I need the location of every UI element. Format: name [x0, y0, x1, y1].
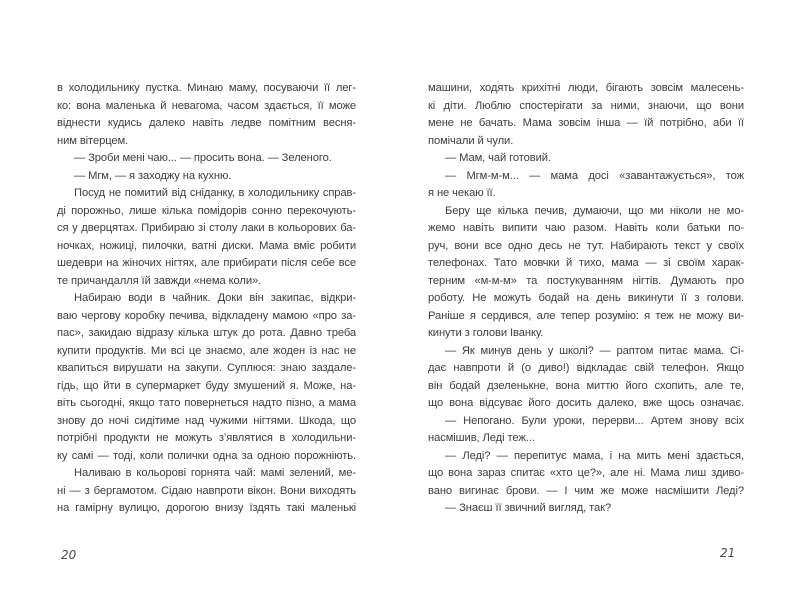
- text-line: я не чекаю її.: [428, 187, 496, 199]
- right-page-text-block: [428, 80, 744, 518]
- text-line: насмішив, Леді теж...: [428, 432, 535, 444]
- left-page-text-block: [57, 80, 356, 518]
- text-line: телефонах. Тато мовчки й тихо, мама — зі своїм харак-: [428, 257, 744, 269]
- text-line: помічали й чули.: [428, 134, 514, 147]
- text-line: мене не бачать. Мама зовсім інша — їй потрібно, аби її: [428, 117, 744, 129]
- text-line: терним «м-м-м» та постукуванням нігтів. Думають про: [428, 274, 744, 287]
- text-line: ні — з бергамотом. Сідаю навпроти вікон. Вони виходять: [57, 484, 356, 497]
- text-line: — Мгм, — я заходжу на кухню.: [74, 169, 232, 182]
- text-line: купити продуктів. Ми всі це знаємо, але жоден із нас не: [57, 344, 356, 357]
- text-line: в холодильнику пустка. Минаю маму, посуваючи її лег-: [57, 82, 356, 94]
- text-line: віть сьогодні, якщо тато повернеться надто пізно, а мама: [57, 397, 356, 409]
- text-line: віднести кудись далеко навіть ледве помітним весня-: [57, 117, 356, 129]
- text-line: ді порожньо, лише кілька помідорів сонно перекочують-: [57, 204, 356, 217]
- text-line: Раніше я сердився, але тепер розумію: я теж не можу ви-: [428, 309, 744, 322]
- text-line: кинути з голови Іванку.: [428, 327, 544, 339]
- text-line: знову до ночі сидітиме над чужими нігтями. Шкода, що: [57, 414, 356, 427]
- text-line: ночках, ножиці, пилочки, ватні диски. Мама вміє робити: [57, 239, 356, 252]
- text-line: квапиться вирушати на закупи. Суплюся: знаю заздале-: [57, 362, 356, 374]
- text-line: — Мгм-м-м... — мама досі «завантажується», тож: [445, 169, 744, 182]
- text-line: потрібні продукти не можуть з’являтися в холодильни-: [57, 432, 356, 444]
- text-line: кі діти. Люблю спостерігати за ними, знаючи, що вони: [428, 99, 744, 112]
- text-line: гідь, що йти в супермаркет буду змушений я. Може, на-: [57, 379, 356, 392]
- text-line: Набираю води в чайник. Доки він закипає, відкри-: [74, 292, 356, 304]
- text-line: — Мам, чай готовий.: [445, 152, 551, 164]
- text-line: ко: вона маленька й невагома, часом здається, її може: [57, 99, 356, 112]
- text-line: роботу. Не можуть бодай на день викинути її з голови.: [428, 292, 744, 304]
- text-line: ваю чергову коробку печива, відкладену мамою «про за-: [57, 309, 356, 322]
- text-line: вано вигинає брови. — І чим же може насмішити Леді?: [428, 484, 744, 497]
- text-line: дає навпроти й (о диво!) відкладає свій телефон. Якщо: [428, 362, 744, 374]
- text-line: на гамірну вулицю, дорогою внизу їздять такі маленькі: [57, 502, 356, 514]
- text-line: машини, ходять крихітні люди, бігають зовсім малесень-: [428, 82, 744, 94]
- text-line: — Як минув день у школі? — раптом питає мама. Сі-: [445, 344, 744, 357]
- text-line: ним вітерцем.: [57, 134, 129, 147]
- right-page-number: 21: [720, 546, 736, 560]
- text-line: пас», закидаю відразу кілька штук до рота. Давно треба: [57, 327, 356, 339]
- text-line: що вона зараз спитає «хто це?», але ні. Мама лиш здиво-: [428, 467, 744, 479]
- text-line: — Зроби мені чаю... — просить вона. — Зеленого.: [74, 152, 332, 164]
- text-line: він бодай дзеленькне, вона миттю його схопить, але те,: [428, 379, 744, 392]
- text-line: — Знаєш її звичний вигляд, так?: [445, 502, 612, 514]
- text-line: Наливаю в кольорові горнята чай: мамі зелений, ме-: [74, 467, 356, 479]
- text-line: Посуд не помитий від сніданку, в холодильнику справ-: [74, 187, 356, 199]
- text-line: ку самі — тоді, коли полички одна за одною порожніють.: [57, 449, 356, 462]
- text-line: Беру ще кілька печив, думаючи, що ми ніколи не мо-: [445, 204, 744, 217]
- text-line: жемо навіть випити чаю разом. Навіть коли батьки по-: [428, 222, 744, 234]
- text-line: що вона відсуває його досить далеко, вже щось означає.: [428, 397, 744, 409]
- text-line: те причандалля їй завжди «нема коли».: [57, 274, 262, 287]
- text-line: — Леді? — перепитує мама, і на мить мені здається,: [445, 449, 744, 462]
- left-page-number: 20: [61, 548, 77, 562]
- text-line: ся у дверцятах. Прибираю зі столу лаки в кольорових ба-: [57, 222, 356, 234]
- text-line: — Непогано. Були уроки, перерви... Артем знову всіх: [445, 414, 744, 427]
- text-line: руч, вони все одно десь не тут. Набирають текст у своїх: [428, 239, 744, 252]
- text-line: шедеври на жіночих нігтях, але прибирати після себе все: [57, 257, 356, 269]
